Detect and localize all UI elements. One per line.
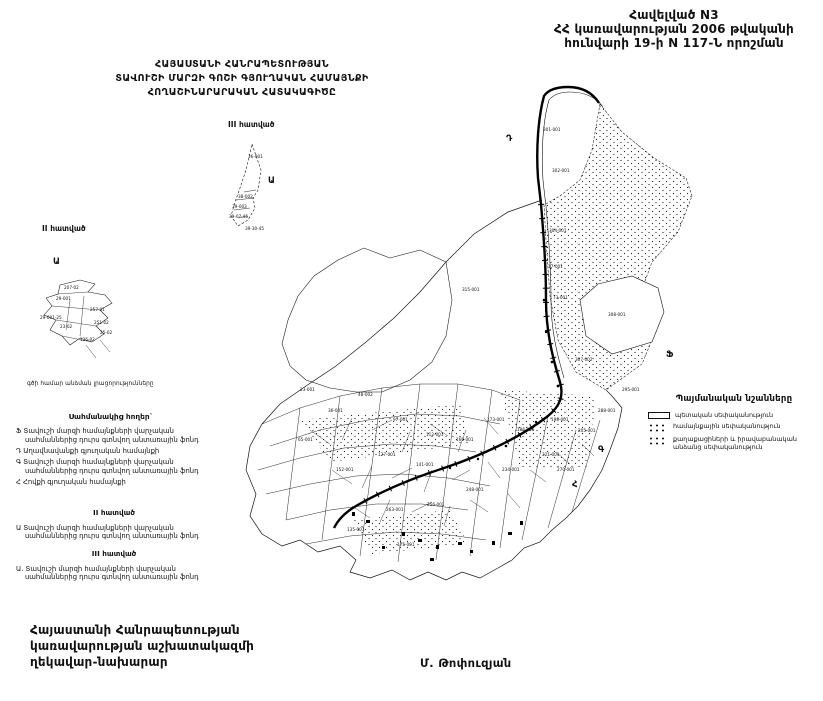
authority-line-2: կառավարության աշխատակազմի: [30, 639, 255, 653]
adjacent-lands-list: [16, 427, 206, 487]
legend-item: [648, 422, 820, 432]
adjacent-land-item: Հ Հովքի գյուղական համայնքի: [16, 477, 126, 486]
inset3-parcel-label: 39-07-45: [229, 214, 249, 219]
border-letter: Գ: [598, 445, 605, 455]
parcel-label: 48-002: [358, 392, 373, 397]
section2-note-text: Ա Տավուշի մարզի համայնքների վարչական սահմաններից դուրս գտնվող անտառային ֆոնդ: [16, 523, 199, 541]
parcel-label: 186-001: [517, 427, 535, 432]
inset2-parcel-label: 29-001: [56, 296, 71, 301]
parcel-label: 173-001: [487, 417, 505, 422]
adjacent-land-item: Ֆ Տավուշի մարզի համայնքների վարչական սահմաններից դուրս գտնվող անտառային ֆոնդ: [16, 426, 199, 444]
parcel-label: 308-001: [608, 312, 626, 317]
inset3-parcel-label: 39-30-45: [245, 226, 265, 231]
decree-header: [530, 8, 818, 50]
parcel-label: 97-001: [393, 417, 408, 422]
adjacent-land-item: Դ Աղավնավանքի գյուղական համայնքի: [16, 446, 160, 455]
title-line-3: ՀՈՂԱՇԻՆԱՐԱՐԱԿԱՆ ՀԱՏԱԿԱԳԻԾԸ: [147, 87, 337, 98]
inset2-parcel-label: 251-02: [94, 320, 109, 325]
legend-item-label: համայնքային սեփականություն: [673, 422, 781, 430]
parcel-label: 175-001: [397, 542, 415, 547]
parcel-label: 263-001: [386, 507, 404, 512]
inset2-parcel-label: 207-02: [64, 285, 79, 290]
annex-number: Հավելված N3: [629, 8, 719, 22]
adjacent-land-item: Գ Տավուշի մարզի համայնքների վարչական սահմաններից դուրս գտնվող անտառային ֆոնդ: [16, 457, 199, 475]
title-line-1: ՀԱՅԱՍՏԱՆԻ ՀԱՆՐԱՊԵՏՈՒԹՅԱՆ: [154, 59, 330, 70]
parcel-label: 17-001: [548, 264, 563, 269]
border-letter: Ֆ: [666, 350, 674, 360]
parcel-label: 112-001: [426, 432, 444, 437]
decree-line: ՀՀ կառավարության 2006 թվականի: [554, 22, 794, 36]
legend-heading: Պայմանական նշանները: [675, 394, 793, 404]
parcel-label: 304-001: [549, 228, 567, 233]
parcel-label: 234-001: [502, 467, 520, 472]
authority-line-1: Հայաստանի Հանրապետության: [30, 623, 240, 637]
parcel-label: 288-001: [598, 408, 616, 413]
border-letter: Ա: [53, 257, 60, 267]
parcel-label: 307-002: [575, 357, 593, 362]
parcel-label: 302-001: [552, 168, 570, 173]
section3-note-text: Ա. Տավուշի մարզի համայնքների վարչական սահմաններից դուրս գտնվող անտառային ֆոնդ: [16, 564, 199, 582]
inset3-parcel-label: 39-003: [232, 204, 247, 209]
inset3-parcel-label: 36-001: [248, 154, 263, 159]
parcel-label: 141-001: [416, 462, 434, 467]
signing-authority-block: [30, 622, 280, 670]
inset-section3-heading: III հատված: [228, 120, 275, 129]
inset2-parcel-label: 23-02: [60, 324, 73, 329]
title-line-2: ՏԱՎՈՒՇԻ ՄԱՐԶԻ ԳՈՇԻ ԳՅՈՒՂԱԿԱՆ ՀԱՄԱՅՆՔԻ: [115, 73, 369, 84]
dotted-ownership-symbol: [648, 423, 668, 432]
section2-note-heading: II հատված: [93, 508, 135, 517]
inset-section2-heading: II հատված: [42, 224, 86, 233]
caption-note: գծի համար անձման լրացորությունները: [27, 381, 154, 387]
inset2-parcel-label: 257-01: [90, 307, 105, 312]
parcel-label: 73-001: [553, 295, 568, 300]
section2-note: [16, 508, 212, 541]
parcel-label: 65-001: [298, 437, 313, 442]
parcel-label: 198-001: [551, 417, 569, 422]
conventional-signs-legend: [648, 394, 820, 454]
legend-items: [648, 411, 820, 451]
section3-note-heading: III հատված: [91, 549, 137, 558]
parcel-label: 135-001: [347, 527, 365, 532]
authority-line-3: ղեկավար-նախարար: [30, 655, 168, 669]
interior-boundary: [282, 248, 452, 392]
border-letter: Դ: [506, 134, 513, 144]
parcel-label: 270-001: [557, 467, 575, 472]
parcel-label: 23-001: [300, 387, 315, 392]
legend-item: [648, 411, 820, 419]
inset2-parcel-label: 29-001-25: [40, 315, 62, 320]
legend-item: [648, 435, 820, 451]
parcel-label: 205-001: [578, 428, 596, 433]
legend-item-label: քաղաքացիների և իրավաբանական անձանց սեփականություն: [673, 435, 797, 451]
parcel-label: 295-001: [622, 387, 640, 392]
section3-note: [16, 549, 212, 582]
adjacent-lands-legend: [16, 412, 206, 489]
inset3-parcel-label: 38-002: [238, 194, 253, 199]
parcel-label: 127-001: [378, 452, 396, 457]
parcel-label: 315-001: [462, 287, 480, 292]
signature-name: Մ. Թոփուզյան: [420, 656, 512, 670]
parcel-label: 160-001: [456, 437, 474, 442]
parcel-label: 256-001: [427, 502, 445, 507]
inset2-parcel-label: 25-02: [100, 330, 113, 335]
parcel-label: 301-001: [543, 127, 561, 132]
border-letter: Հ: [572, 480, 578, 490]
adjacent-lands-heading: Սահմանակից հողեր`: [68, 412, 154, 421]
inset2-parcel-label: 135-02: [80, 337, 95, 342]
state-ownership-symbol: [648, 412, 670, 419]
parcel-label: 36-001: [328, 408, 343, 413]
parcel-label: 221-001: [542, 452, 560, 457]
border-letter: Ա: [268, 176, 275, 186]
dotted-ownership-symbol: [648, 436, 668, 445]
parcel-label: 152-001: [336, 467, 354, 472]
stipple-patch-south: [352, 510, 468, 554]
parcel-label: 248-001: [466, 487, 484, 492]
legend-item-label: պետական սեփականություն: [675, 411, 774, 419]
decree-date-line: հունվարի 19-ի N 117-Ն որոշման: [564, 36, 784, 50]
map-title: [88, 58, 396, 100]
